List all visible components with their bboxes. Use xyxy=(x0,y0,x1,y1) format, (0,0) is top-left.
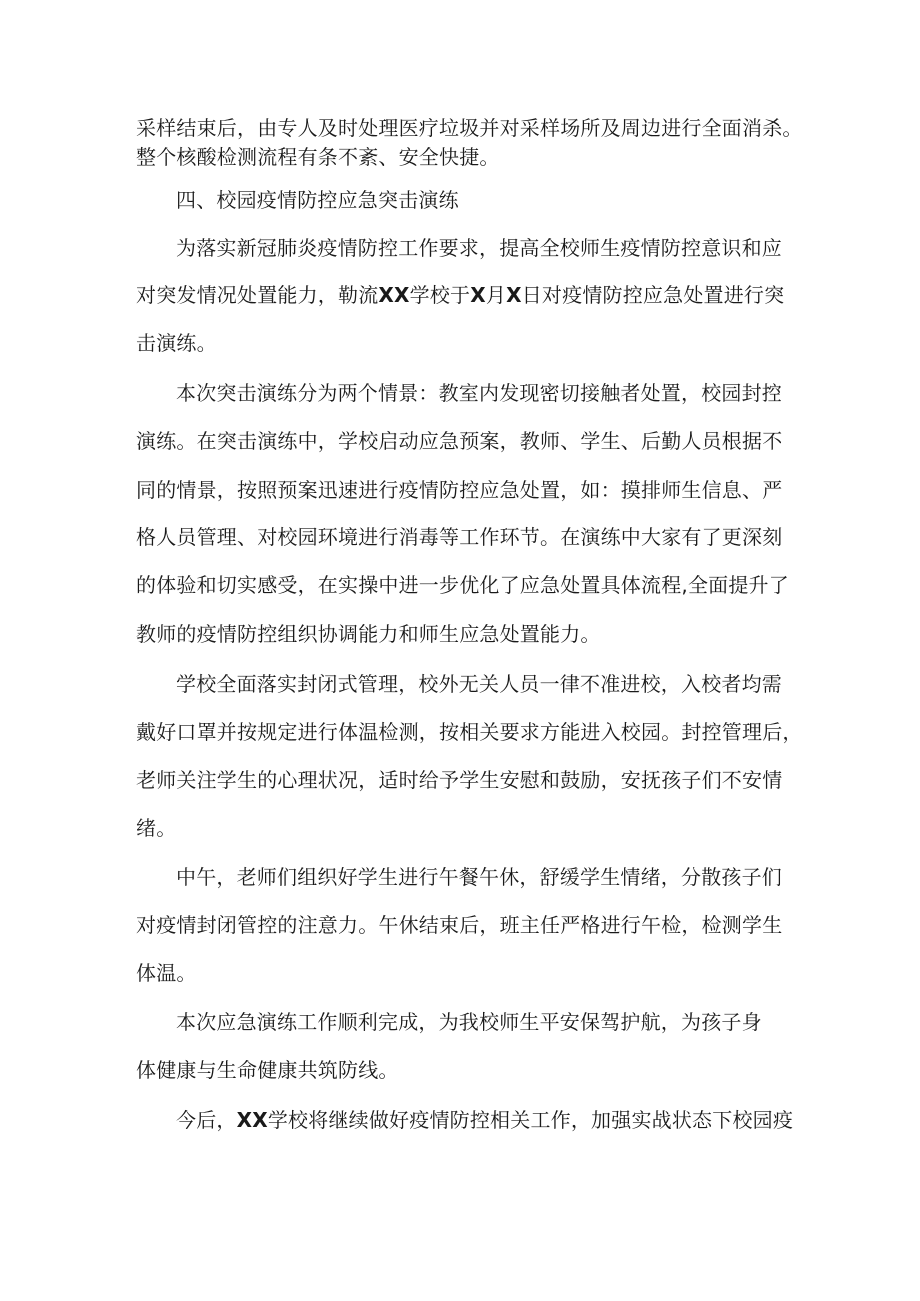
paragraph-3-line-5: 的体验和切实感受，在实操中进一步优化了应急处置具体流程,全面提升了 xyxy=(136,573,789,597)
paragraph-3-line-3: 同的情景，按照预案迅速进行疫情防控应急处置，如：摸排师生信息、严 xyxy=(136,478,783,502)
paragraph-2-line-2 xyxy=(136,282,784,308)
paragraph-3-line-4: 格人员管理、对校园环境进行消毒等工作环节。在演练中大家有了更深刻 xyxy=(136,525,783,549)
paragraph-6-line-1: 本次应急演练工作顺利完成，为我校师生平安保驾护航，为孩子身 xyxy=(176,1010,762,1034)
school-placeholder: XX xyxy=(378,283,410,307)
paragraph-3-line-2: 演练。在突击演练中，学校启动应急预案，教师、学生、后勤人员根据不 xyxy=(136,429,783,453)
paragraph-2-line-3: 击演练。 xyxy=(136,331,217,355)
school-placeholder: XX xyxy=(236,1108,268,1132)
paragraph-4-line-3: 老师关注学生的心理状况，适时给予学生安慰和鼓励，安抚孩子们不安情 xyxy=(136,768,783,792)
paragraph-7-line-1 xyxy=(176,1107,793,1133)
p2-text-b: 学校于 xyxy=(409,283,471,307)
paragraph-4-line-1: 学校全面落实封闭式管理，校外无关人员一律不准进校，入校者均需 xyxy=(176,672,782,696)
paragraph-3-line-6: 教师的疫情防控组织协调能力和师生应急处置能力。 xyxy=(136,622,601,646)
paragraph-2-line-1: 为落实新冠肺炎疫情防控工作要求，提高全校师生疫情防控意识和应 xyxy=(176,236,782,260)
p7-text-a: 今后， xyxy=(176,1108,237,1132)
paragraph-6-line-2: 体健康与生命健康共筑防线。 xyxy=(136,1058,399,1082)
paragraph-1-line-1: 采样结束后，由专人及时处理医疗垃圾并对采样场所及周边进行全面消杀。 xyxy=(136,116,803,140)
p7-text-b: 学校将继续做好疫情防控相关工作，加强实战状态下校园疫 xyxy=(267,1108,794,1132)
paragraph-5-line-3: 体温。 xyxy=(136,961,197,985)
p2-text-a: 对突发情况处置能力，勒流 xyxy=(136,283,379,307)
paragraph-5-line-1: 中午，老师们组织好学生进行午餐午休，舒缓学生情绪，分散孩子们 xyxy=(176,865,782,889)
paragraph-1-line-2: 整个核酸检测流程有条不紊、安全快捷。 xyxy=(136,145,500,169)
month-placeholder: X xyxy=(470,283,486,307)
paragraph-4-line-4: 绪。 xyxy=(136,816,177,840)
p2-text-d: 日对疫情防控应急处置进行突 xyxy=(521,283,785,307)
paragraph-3-line-1: 本次突击演练分为两个情景：教室内发现密切接触者处置，校园封控 xyxy=(176,381,782,405)
section-heading-4: 四、校园疫情防控应急突击演练 xyxy=(176,188,459,212)
paragraph-4-line-2: 戴好口罩并按规定进行体温检测，按相关要求方能进入校园。封控管理后， xyxy=(136,720,803,744)
paragraph-5-line-2: 对疫情封闭管控的注意力。午休结束后，班主任严格进行午检，检测学生 xyxy=(136,913,783,937)
day-placeholder: X xyxy=(506,283,522,307)
p2-text-c: 月 xyxy=(485,283,507,307)
